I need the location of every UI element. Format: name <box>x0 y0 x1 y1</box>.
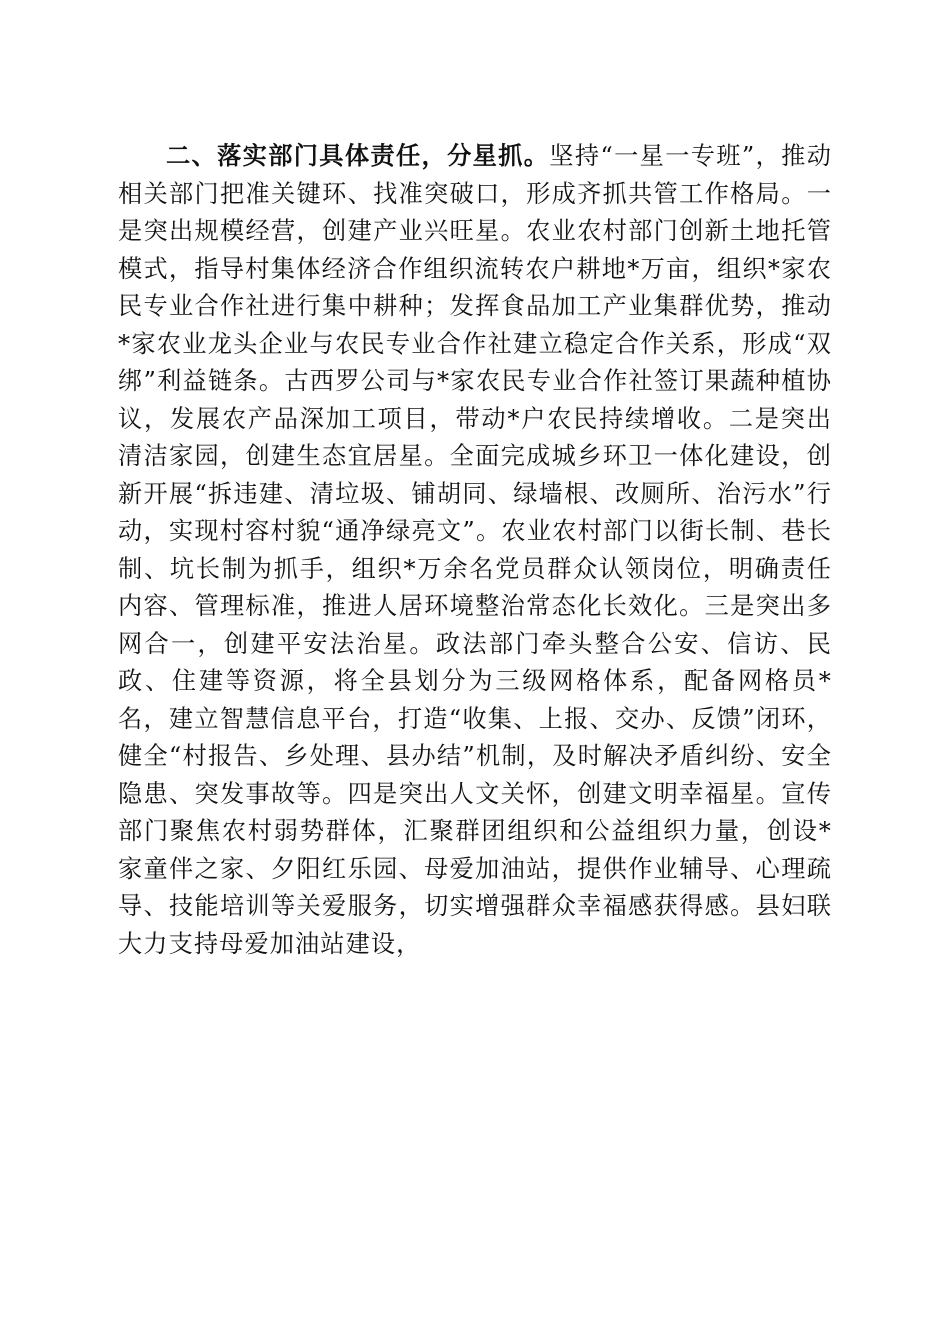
paragraph-text: 坚持“一星一专班”，推动相关部门把准关键环、找准突破口，形成齐抓共管工作格局。一是突出规模经营，创建产业兴旺星。农业农村部门创新土地托管模式，指导村集体经济合作组织流转农户耕地*万亩，组织*家农民专业合作社进行集中耕种；发挥食品加工产业集群优势，推动*家农业龙头企业与农民专业合作社建立稳定合作关系，形成“双绑”利益链条。古西罗公司与*家农民专业合作社签订果蔬种植协议，发展农产品深加工项目，带动*户农民持续增收。二是突出清洁家园，创建生态宜居星。全面完成城乡环卫一体化建设，创新开展“拆违建、清垃圾、铺胡同、绿墙根、改厕所、治污水”行动，实现村容村貌“通净绿亮文”。农业农村部门以街长制、巷长制、坑长制为抓手，组织*万余名党员群众认领岗位，明确责任内容、管理标准，推进人居环境整治常态化长效化。三是突出多网合一，创建平安法治星。政法部门牵头整合公安、信访、民政、住建等资源，将全县划分为三级网格体系，配备网格员*名，建立智慧信息平台，打造“收集、上报、交办、反馈”闭环，健全“村报告、乡处理、县办结”机制，及时解决矛盾纠纷、安全隐患、突发事故等。四是突出人文关怀，创建文明幸福星。宣传部门聚焦农村弱势群体，汇聚群团组织和公益组织力量，创设*家童伴之家、夕阳红乐园、母爱加油站，提供作业辅导、心理疏导、技能培训等关爱服务，切实增强群众幸福感获得感。县妇联大力支持母爱加油站建设， <box>118 142 832 958</box>
body-paragraph <box>118 138 832 963</box>
section-heading: 二、落实部门具体责任，分星抓。 <box>166 142 550 170</box>
